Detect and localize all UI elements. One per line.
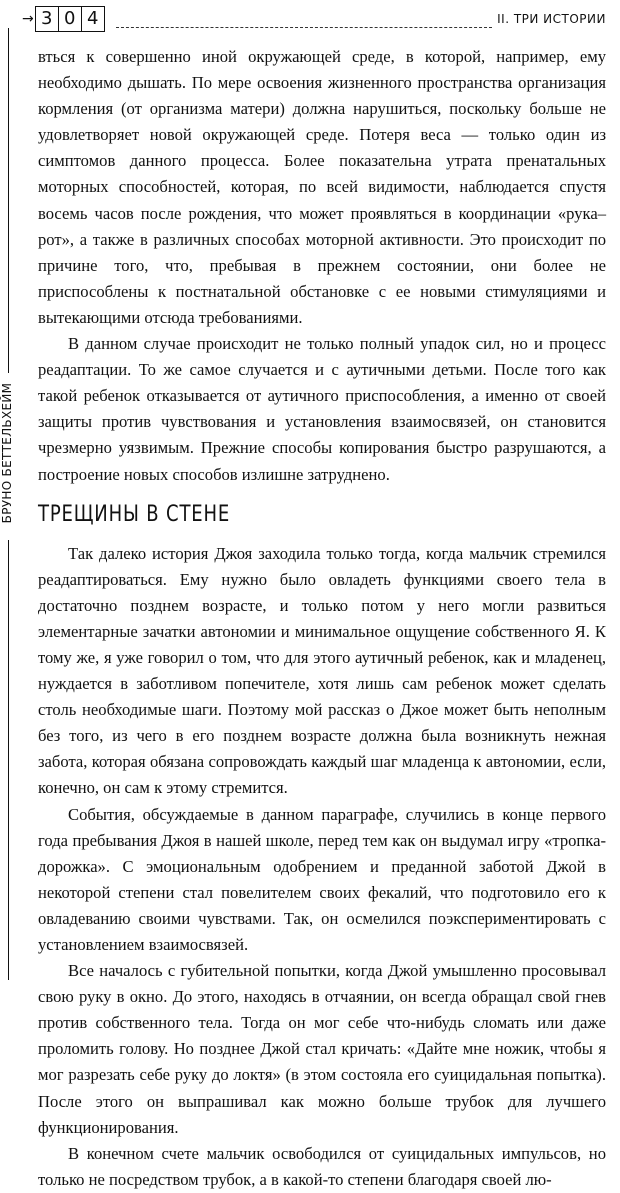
paragraph: Так далеко история Джоя заходила только тогда, когда мальчик стремился реадаптироваться. Ему нужно было овладеть функциями своего тела в достаточно позднем возрасте, и только потом у него могли развиться элементарные зачатки автономии и минимальное ощущение собственного Я. К тому же, я уже говорил о том, что для этого аутичный ребенок, как и младенец, нуждается в заботливом попечителе, хотя лишь сам ребенок может сделать столь необходимые шаги. Поэтому мой рассказ о Джое может быть неполным без того, из чего в его позднем возрасте должна была возникнуть нежная забота, которая обязана сопровождать каждый шаг младенца к автономии, если, конечно, он сам к этому стремится. bbox=[38, 543, 606, 798]
paragraph: В конечном счете мальчик освободился от суицидальных импульсов, но только не посредством трубок, а в какой-то степени благодаря своей лю- bbox=[38, 1143, 606, 1189]
paragraph: В данном случае происходит не только полный упадок сил, но и процесс реадаптации. То же самое случается и с аутичными детьми. После того как такой ребенок отказывается от аутичного приспособления, а именно от своей защиты против чувствования и установления взаимосвязей, он становится чрезмерно уязвимым. Прежние способы копирования быстро разрушаются, а построение новых способов излишне затруднено. bbox=[38, 334, 606, 484]
page-body bbox=[38, 44, 606, 1193]
page-digit: 3 bbox=[35, 6, 59, 32]
page-header bbox=[0, 6, 620, 36]
paragraph: вться к совершенно иной окружающей среде, в которой, например, ему необходимо дышать. По мере освоения жизненного пространства организация кормления (от организма матери) должна нарушиться, поскольку больше не удовлетворяет новой окружающей среде. Потеря веса — только один из симптомов данного процесса. Более показательна утрата пренатальных моторных способностей, которая, по всей видимости, наблюдается спустя восемь часов после рождения, что может проявляться в координации «рука–рот», а также в различных способах моторной активности. Это происходит по причине того, что, пребывая в прежнем состоянии, они более не приспособлены к постнатальной обстановке с ее новыми стимуляциями и вытекающими отсюда требованиями. bbox=[38, 47, 606, 327]
page-number bbox=[22, 6, 105, 32]
page-digit: 0 bbox=[59, 6, 82, 32]
paragraph: События, обсуждаемые в данном параграфе, случились в конце первого года пребывания Джоя в нашей школе, перед тем как он выдумал игру «тропка-дорожка». С эмоциональным одобрением и преданной заботой Джой в некоторой степени стал повелителем своих фекалий, что подготовило его к овладеванию своими чувствами. Так, он осмелился поэкспериментировать с установлением взаимосвязей. bbox=[38, 804, 606, 954]
side-rule-top bbox=[8, 28, 9, 378]
page-digit: 4 bbox=[82, 6, 105, 32]
paragraph: Все началось с губительной попытки, когда Джой умышленно просовывал свою руку в окно. До этого, находясь в отчаянии, он всегда обращал свой гнев против собственного тела. Тогда он мог себе что-нибудь сломать или даже проломить голову. Но позднее Джой стал кричать: «Дайте мне ножик, чтобы я мог разрезать себе руку до локтя» (в этом состояла его суицидальная попытка). После этого он выпрашивал как можно больше трубок для лучшего функционирования. bbox=[38, 961, 606, 1137]
section-heading: ТРЕЩИНЫ В СТЕНЕ bbox=[38, 501, 231, 527]
header-rule bbox=[116, 27, 492, 28]
arrow-icon: → bbox=[22, 11, 34, 27]
side-rule-bottom bbox=[8, 540, 9, 980]
running-title: II. ТРИ ИСТОРИИ bbox=[497, 12, 606, 26]
author-name: БРУНО БЕТТЕЛЬХЕЙМ bbox=[0, 373, 16, 533]
